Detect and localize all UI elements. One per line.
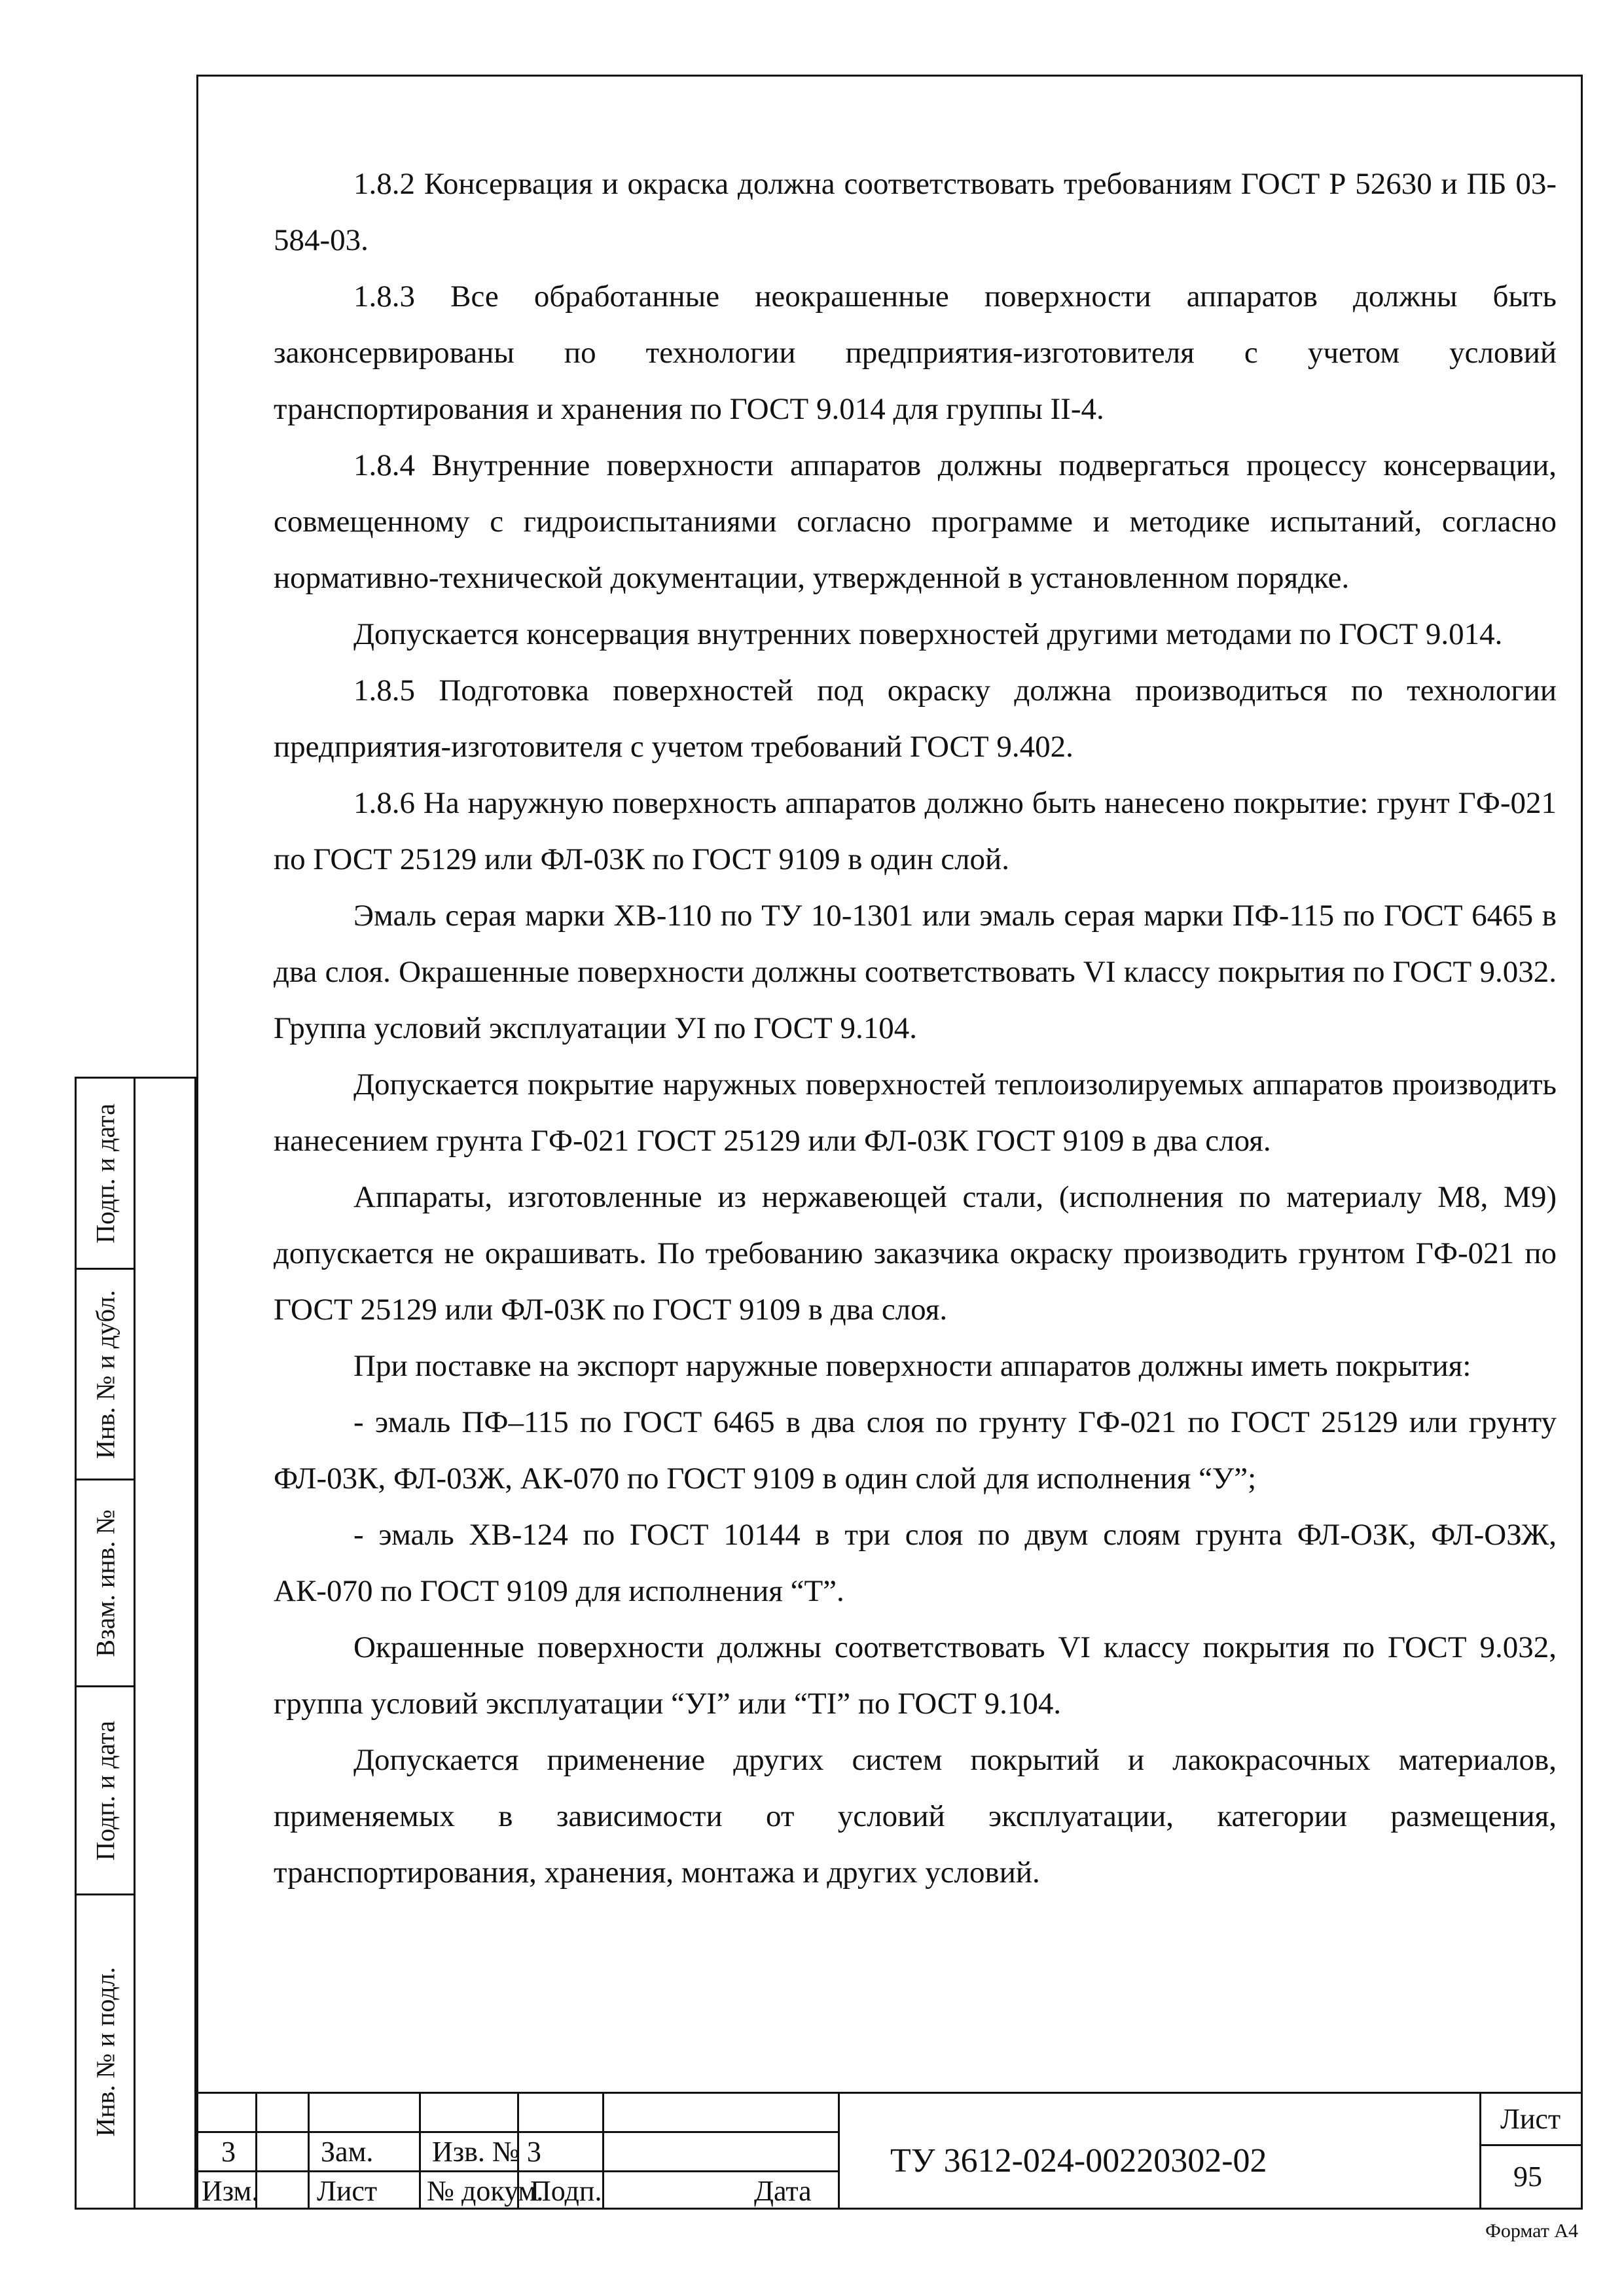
side-label-inv-dubl: Инв. № и дубл. [90,1289,120,1459]
document-body [274,156,1557,1901]
tb-header-data: Дата [754,2175,812,2207]
side-label-podp-data-1: Подп. и дата [90,1103,120,1244]
title-block [196,2092,1583,2210]
side-stamp [75,1077,196,2210]
document-code: ТУ 3612-024-00220302-02 [890,2142,1267,2179]
paragraph-painted-class: Окрашенные поверхности должны соответствовать VI классу покрытия по ГОСТ 9.032, группа условий эксплуатации “УI” или “ТI” по ГОСТ 9.104. [274,1630,1557,1721]
tb-header-doc: № докум. [427,2175,544,2207]
tb-header-izm: Изм. [202,2175,259,2207]
side-cell-inv-dubl [77,1270,135,1480]
tb-header-list: Лист [317,2175,378,2207]
paragraph-export: При поставке на экспорт наружные поверхности аппаратов должны иметь покрытия: [353,1349,1471,1383]
paragraph-allowance-conservation: Допускается консервация внутренних поверхностей другими методами по ГОСТ 9.014. [353,617,1503,651]
format-label: Формат А4 [1485,2220,1578,2242]
sheet-number: 95 [1513,2161,1542,2193]
side-cell-podp-data-1 [77,1079,135,1270]
paragraph-export-item-1: - эмаль ПФ–115 по ГОСТ 6465 в два слоя по грунту ГФ-021 по ГОСТ 25129 или грунту ФЛ-03К, ФЛ-03Ж, АК-070 по ГОСТ 9109 в один слой для исполнения “У”; [274,1405,1557,1496]
paragraph-enamel: Эмаль серая марки ХВ-110 по ТУ 10-1301 или эмаль серая марки ПФ-115 по ГОСТ 6465 в два слоя. Окрашенные поверхности должны соответствовать VI классу покрытия по ГОСТ 9.032. Группа условий эксплуатации УI по ГОСТ 9.104. [274,899,1557,1045]
side-label-inv-podl: Инв. № и подл. [90,1966,120,2137]
tb-sheet-status: Зам. [321,2136,374,2168]
paragraph-1-8-5: 1.8.5 Подготовка поверхностей под окраску должна производиться по технологии предприятия-изготовителя с учетом требований ГОСТ 9.402. [274,673,1557,764]
side-label-podp-data-2: Подп. и дата [90,1720,120,1861]
paragraph-1-8-4: 1.8.4 Внутренние поверхности аппаратов должны подвергаться процессу консервации, совмещенному с гидроиспытаниями согласно программе и методике испытаний, согласно нормативно-технической документации, утвержденной в установленном порядке. [274,448,1557,595]
paragraph-1-8-3: 1.8.3 Все обработанные неокрашенные поверхности аппаратов должны быть законсервированы по технологии предприятия-изготовителя с учетом условий транспортирования и хранения по ГОСТ 9.014 для группы II-4. [274,279,1557,426]
side-label-vzam-inv: Взам. инв. № [90,1509,120,1657]
paragraph-1-8-2: 1.8.2 Консервация и окраска должна соответствовать требованиям ГОСТ Р 52630 и ПБ 03-584-03. [274,167,1557,257]
side-cell-podp-data-2 [77,1687,135,1895]
paragraph-other-systems: Допускается применение других систем покрытий и лакокрасочных материалов, применяемых в зависимости от условий эксплуатации, категории размещения, транспортирования, хранения, монтажа и других условий. [274,1743,1557,1890]
paragraph-export-item-2: - эмаль ХВ-124 по ГОСТ 10144 в три слоя по двум слоям грунта ФЛ-ОЗК, ФЛ-ОЗЖ, АК-070 по ГОСТ 9109 для исполнения “Т”. [274,1518,1557,1608]
sheet-label: Лист [1500,2103,1561,2135]
tb-change-number: 3 [221,2136,236,2168]
paragraph-stainless: Аппараты, изготовленные из нержавеющей стали, (исполнения по материалу М8, М9) допускается не окрашивать. По требованию заказчика окраску производить грунтом ГФ-021 по ГОСТ 25129 или ФЛ-03К по ГОСТ 9109 в два слоя. [274,1180,1557,1327]
paragraph-1-8-6: 1.8.6 На наружную поверхность аппаратов должно быть нанесено покрытие: грунт ГФ-021 по ГОСТ 25129 или ФЛ-03К по ГОСТ 9109 в один слой. [274,786,1557,876]
tb-header-podp: Подп. [530,2175,602,2207]
side-cell-inv-podl [77,1895,135,2208]
paragraph-insulated-coating: Допускается покрытие наружных поверхностей теплоизолируемых аппаратов производить нанесением грунта ГФ-021 ГОСТ 25129 или ФЛ-03К ГОСТ 9109 в два слоя. [274,1067,1557,1158]
side-cell-vzam-inv [77,1480,135,1687]
tb-doc-notice: Изв. № 3 [432,2136,541,2168]
